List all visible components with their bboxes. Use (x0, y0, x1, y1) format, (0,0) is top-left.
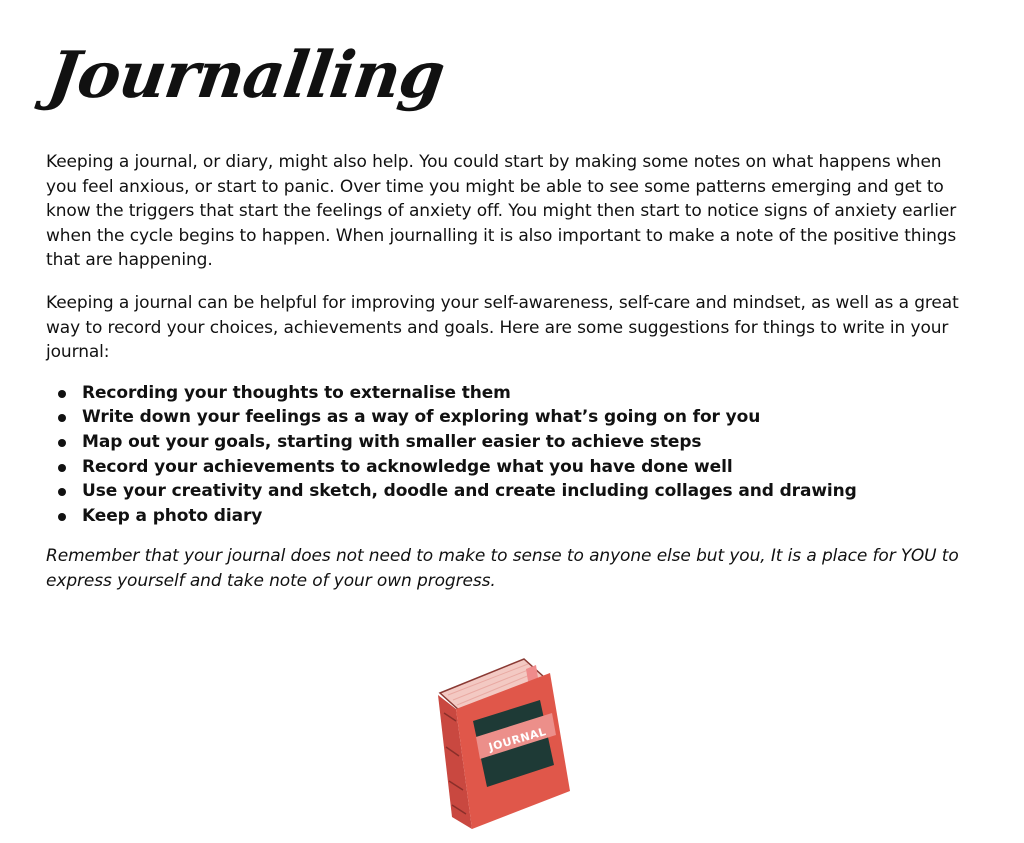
list-item-text: Map out your goals, starting with smaller easier to achieve steps (82, 431, 702, 452)
list-item (46, 405, 976, 430)
list-item (46, 504, 976, 529)
bullet-icon (58, 414, 66, 422)
main-content (46, 150, 976, 594)
bullet-icon (58, 390, 66, 398)
list-item-text: Use your creativity and sketch, doodle and create including collages and drawing (82, 481, 857, 502)
list-item (46, 430, 976, 455)
benefits-paragraph: Keeping a journal can be helpful for improving your self-awareness, self-care and mindset, as well as a great way to record your choices, achievements and goals. Here are some suggestions for things to write in your journal: (46, 292, 959, 363)
suggestions-list (46, 381, 976, 529)
list-item-text: Write down your feelings as a way of exploring what’s going on for you (82, 407, 761, 428)
list-item-text: Record your achievements to acknowledge what you have done well (82, 456, 733, 477)
bullet-icon (58, 439, 66, 447)
list-item-text: Recording your thoughts to externalise them (82, 382, 511, 403)
intro-paragraph: Keeping a journal, or diary, might also help. You could start by making some notes on what happens when you feel anxious, or start to panic. Over time you might be able to see some patterns emerging and get to know the triggers that start the feelings of anxiety off. You might then start to notice signs of anxiety earlier when the cycle begins to happen. When journalling it is also important to make a note of the positive things that are happening. (46, 152, 957, 271)
journal-label: JOURNAL (487, 725, 548, 754)
list-item (46, 455, 976, 480)
page-title: Journalling (43, 38, 449, 113)
bullet-icon (58, 488, 66, 496)
bullet-icon (58, 513, 66, 521)
bullet-icon (58, 464, 66, 472)
list-item (46, 381, 976, 406)
list-item (46, 479, 976, 504)
closing-note: Remember that your journal does not need to make to sense to anyone else but you, It is a place for YOU to express yourself and take note of your own progress. (46, 546, 959, 591)
list-item-text: Keep a photo diary (82, 505, 263, 526)
journal-book-icon (432, 655, 578, 833)
